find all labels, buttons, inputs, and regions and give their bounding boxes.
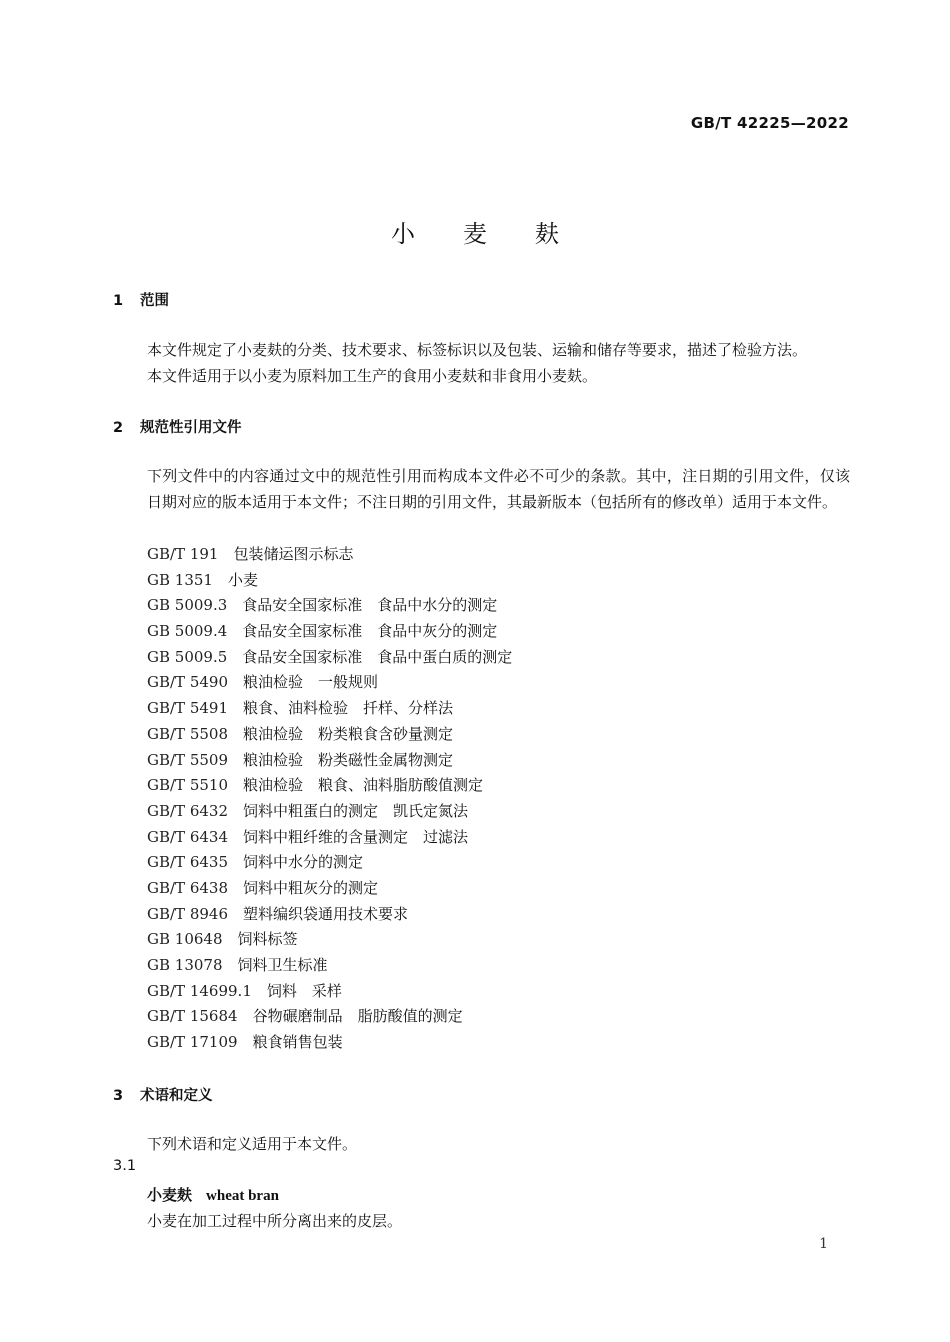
reference-item: [147, 773, 512, 799]
reference-code: GB/T 6435: [147, 853, 229, 872]
reference-title: 粮食销售包装: [252, 1033, 343, 1052]
section-1-body: [113, 338, 850, 389]
normative-references-list: [147, 542, 512, 1056]
reference-title: 饲料标签: [237, 930, 298, 949]
reference-title: 饲料中水分的测定: [243, 853, 364, 872]
reference-code: GB/T 6432: [147, 801, 229, 820]
reference-code: GB/T 6438: [147, 878, 229, 897]
section-2-intro: [113, 464, 850, 515]
reference-item: [147, 902, 512, 928]
reference-item: [147, 1030, 512, 1056]
reference-title: 食品安全国家标准 食品中蛋白质的测定: [242, 647, 513, 666]
section-1-paragraph: 本文件适用于以小麦为原料加工生产的食用小麦麸和非食用小麦麸。: [147, 366, 598, 385]
section-1-heading: [113, 289, 169, 310]
reference-title: 食品安全国家标准 食品中水分的测定: [242, 596, 498, 615]
reference-item: [147, 670, 512, 696]
term-definition: 小麦在加工过程中所分离出来的皮层。: [147, 1212, 403, 1230]
reference-code: GB/T 15684: [147, 1007, 238, 1026]
section-2-number: 2: [113, 420, 124, 436]
reference-title: 饲料中粗纤维的含量测定 过滤法: [243, 827, 469, 846]
reference-title: 饲料 采样: [266, 981, 342, 1000]
section-3-number: 3: [113, 1088, 124, 1104]
reference-title: 粮油检验 粉类粮食含砂量测定: [243, 724, 454, 743]
section-3-intro: 下列术语和定义适用于本文件。: [147, 1135, 358, 1153]
term-chinese: 小麦麸: [147, 1186, 193, 1204]
reference-code: GB/T 8946: [147, 904, 229, 923]
standard-code: GB/T 42225—2022: [690, 114, 849, 132]
reference-code: GB/T 6434: [147, 827, 229, 846]
section-1-paragraph: 本文件规定了小麦麸的分类、技术要求、标签标识以及包装、运输和储存等要求，描述了检验方法。: [147, 341, 808, 359]
section-1-number: 1: [113, 293, 124, 309]
section-2-heading: [113, 416, 242, 437]
section-3-title: 术语和定义: [140, 1088, 213, 1104]
reference-item: [147, 825, 512, 851]
reference-code: GB 1351: [147, 570, 213, 589]
page-number: 1: [819, 1236, 828, 1252]
term-number: 3.1: [113, 1158, 137, 1174]
reference-title: 饲料中粗蛋白的测定 凯氏定氮法: [243, 801, 469, 820]
reference-title: 粮食、油料检验 扦样、分样法: [243, 699, 454, 718]
reference-code: GB/T 14699.1: [147, 981, 252, 1000]
section-2-intro-text: 下列文件中的内容通过文中的规范性引用而构成本文件必不可少的条款。其中，注日期的引用文件，仅该日期对应的版本适用于本文件；不注日期的引用文件，其最新版本（包括所有的修改单）适用于本文件。: [147, 467, 850, 511]
reference-code: GB/T 5510: [147, 776, 229, 795]
document-title: 小麦麸: [391, 220, 607, 249]
reference-title: 塑料编织袋通用技术要求: [243, 904, 409, 923]
reference-item: [147, 696, 512, 722]
reference-title: 食品安全国家标准 食品中灰分的测定: [242, 622, 498, 641]
reference-title: 谷物碾磨制品 脂肪酸值的测定: [252, 1007, 463, 1026]
term-english: wheat bran: [206, 1188, 279, 1204]
reference-code: GB 13078: [147, 956, 223, 974]
reference-code: GB 5009.5: [147, 647, 228, 666]
reference-item: [147, 979, 512, 1005]
reference-item: [147, 953, 512, 979]
reference-title: 小麦: [227, 570, 258, 589]
reference-item: [147, 850, 512, 876]
reference-item: [147, 542, 512, 568]
reference-title: 包装储运图示标志: [233, 545, 354, 563]
reference-item: [147, 568, 512, 594]
reference-item: [147, 722, 512, 748]
section-3-heading: [113, 1084, 213, 1105]
section-1-title: 范围: [140, 293, 169, 309]
reference-code: GB/T 5490: [147, 673, 229, 692]
reference-title: 粮油检验 粮食、油料脂肪酸值测定: [243, 776, 484, 795]
reference-item: [147, 927, 512, 953]
reference-code: GB 10648: [147, 930, 223, 949]
reference-title: 饲料卫生标准: [237, 956, 328, 974]
reference-code: GB 5009.4: [147, 622, 228, 641]
reference-code: GB/T 5509: [147, 750, 229, 769]
reference-item: [147, 876, 512, 902]
reference-item: [147, 748, 512, 774]
reference-title: 粮油检验 粉类磁性金属物测定: [243, 750, 454, 769]
reference-code: GB/T 191: [147, 545, 219, 563]
section-2-title: 规范性引用文件: [140, 420, 242, 436]
reference-item: [147, 593, 512, 619]
reference-code: GB/T 5491: [147, 699, 229, 718]
reference-item: [147, 619, 512, 645]
reference-code: GB/T 5508: [147, 724, 229, 743]
reference-item: [147, 1004, 512, 1030]
term-entry: [147, 1184, 279, 1205]
reference-item: [147, 799, 512, 825]
reference-title: 粮油检验 一般规则: [243, 673, 379, 692]
reference-code: GB 5009.3: [147, 596, 228, 615]
reference-item: [147, 645, 512, 671]
reference-code: GB/T 17109: [147, 1033, 238, 1052]
reference-title: 饲料中粗灰分的测定: [243, 878, 379, 897]
